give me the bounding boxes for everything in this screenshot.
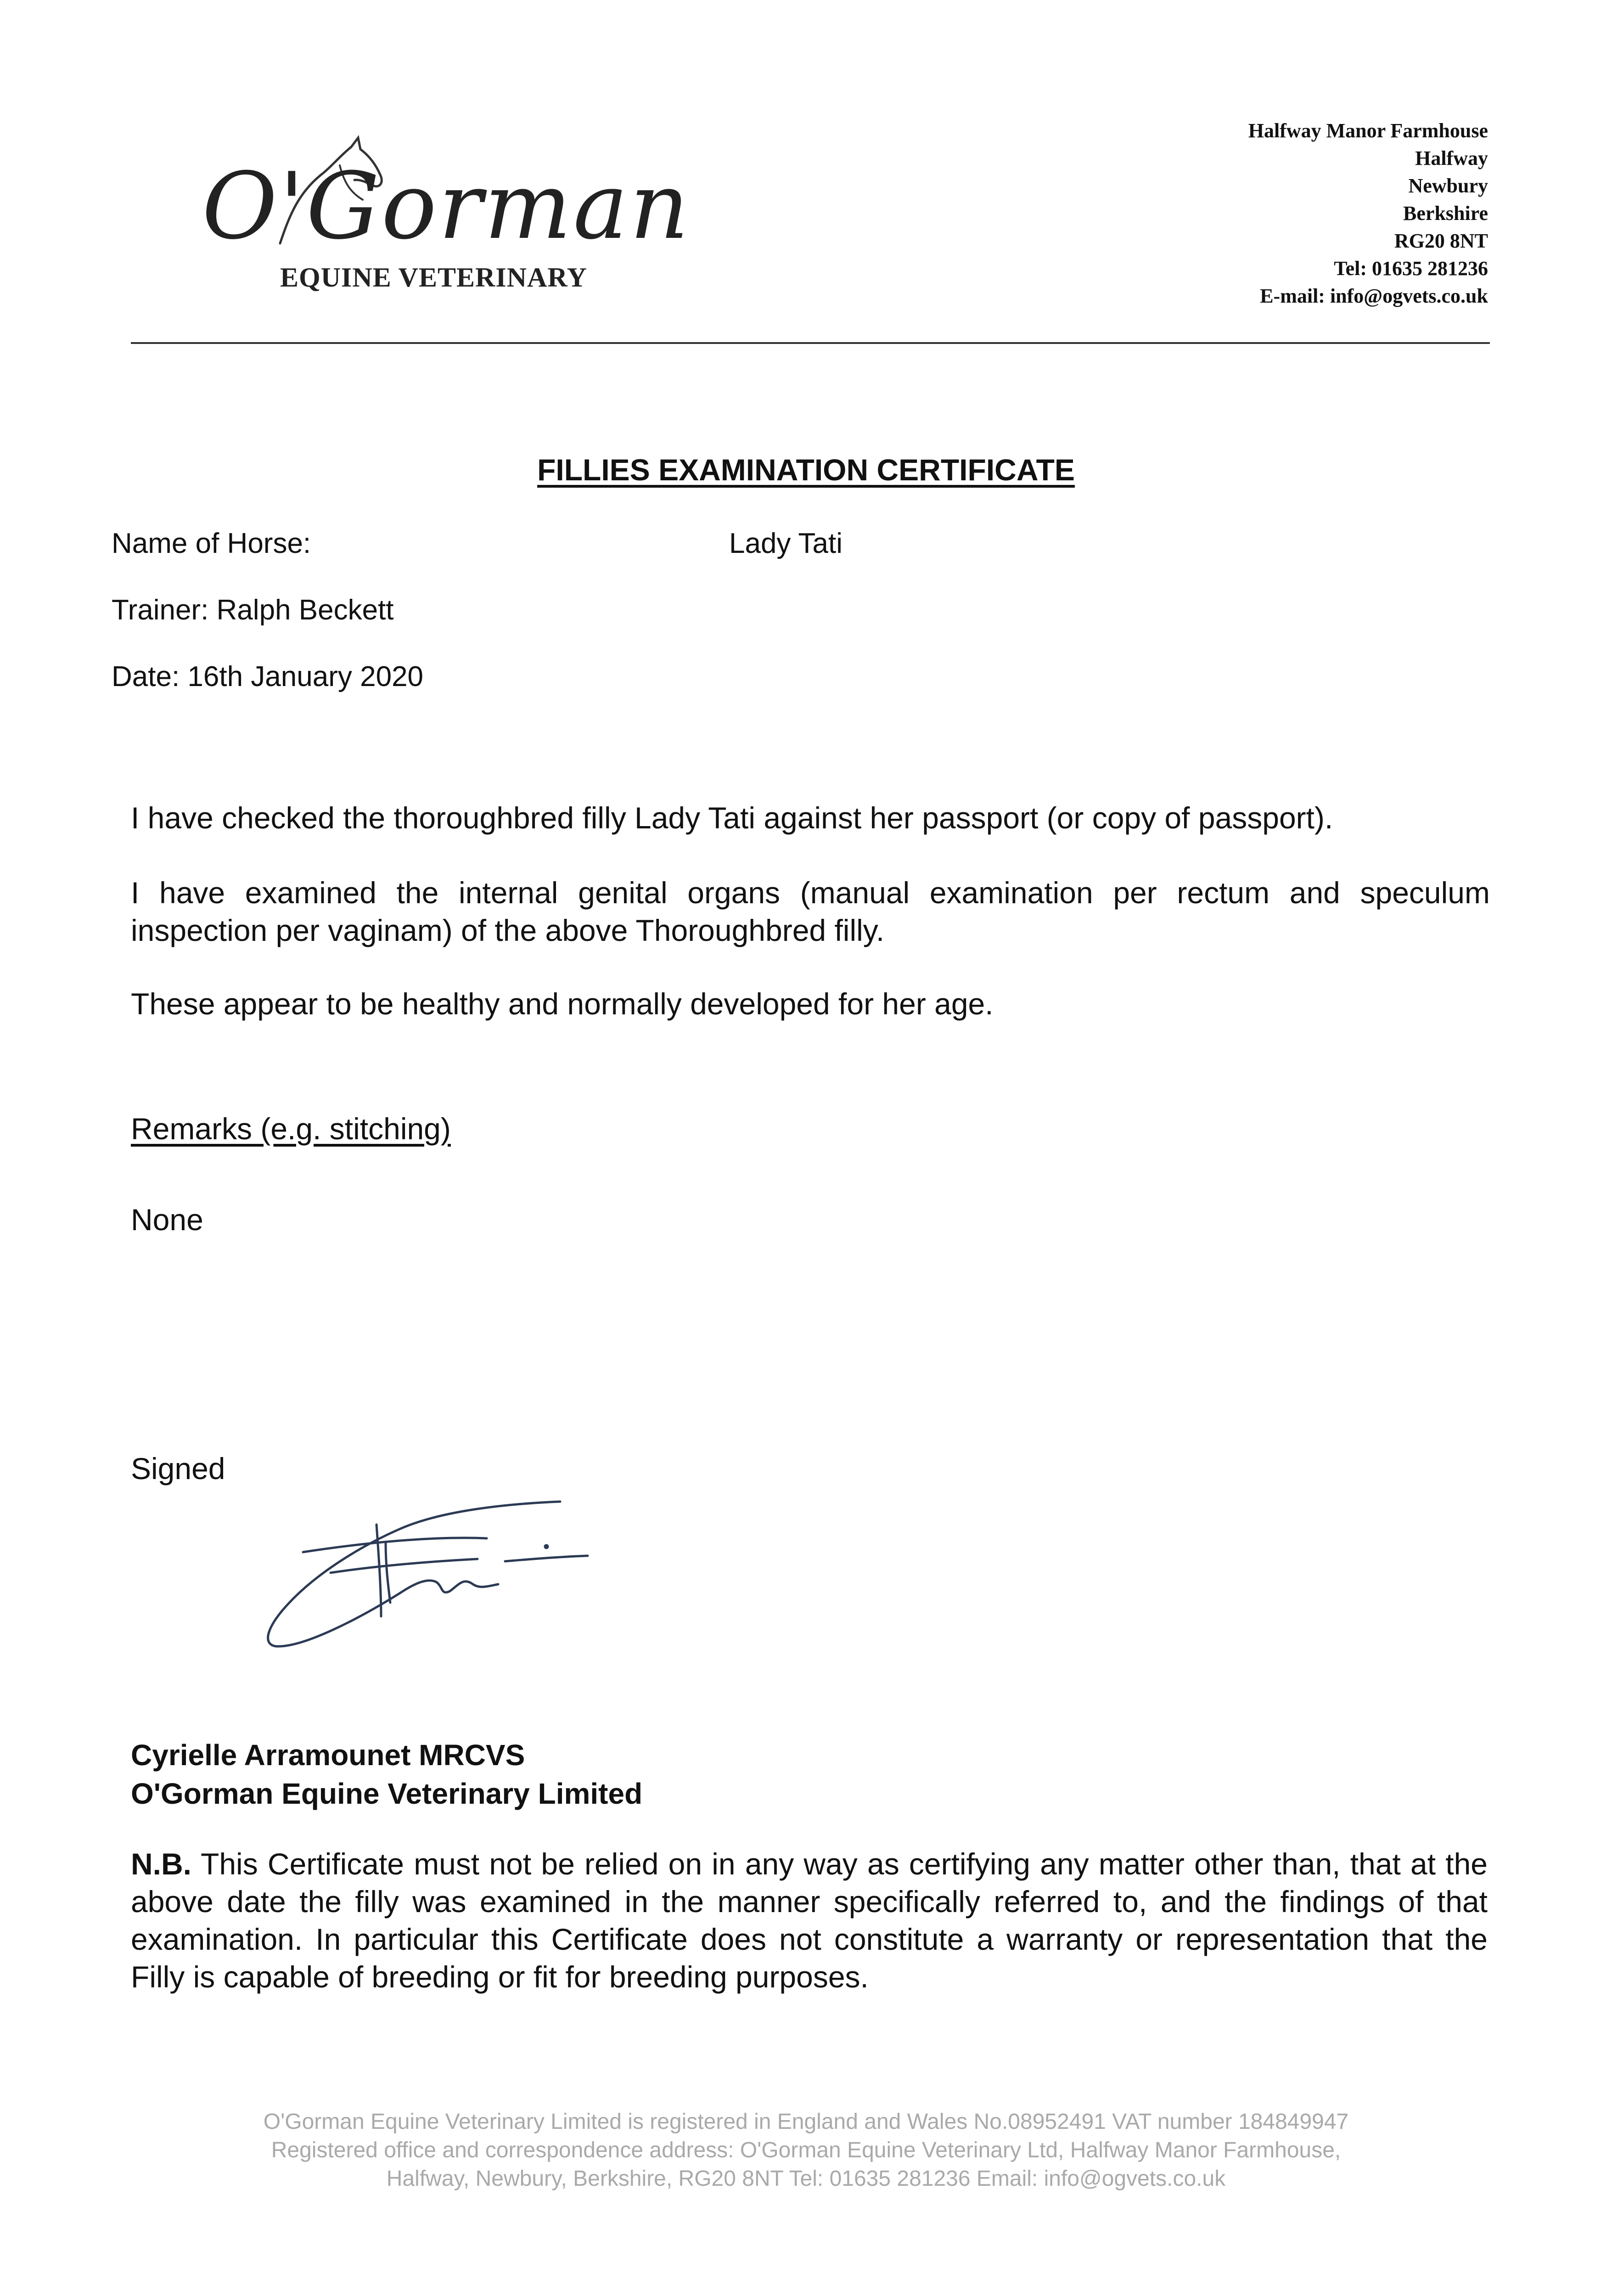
address-line: Berkshire	[1403, 202, 1488, 225]
logo-subtitle: EQUINE VETERINARY	[280, 262, 587, 293]
signer-company: O'Gorman Equine Veterinary Limited	[131, 1777, 643, 1810]
address-line: Halfway Manor Farmhouse	[1248, 119, 1488, 142]
remarks-label: Remarks (e.g. stitching)	[131, 1112, 451, 1146]
footer-registration-line: O'Gorman Equine Veterinary Limited is registered in England and Wales No.08952491 VAT number 184849947	[263, 2110, 1349, 2134]
address-email: E-mail: info@ogvets.co.uk	[1260, 285, 1488, 307]
disclaimer-text: This Certificate must not be relied on in any way as certifying any matter other than, that at the above date the filly was examined in the manner specifically referred to, and the findings of that examination. In particular this Certificate does not constitute a warranty or representation that the Filly is capable of breeding or fit for breeding purposes.	[131, 1847, 1488, 1994]
footer-contact-line: Halfway, Newbury, Berkshire, RG20 8NT Tel: 01635 281236 Email: info@ogvets.co.uk	[386, 2167, 1226, 2191]
address-line: RG20 8NT	[1394, 230, 1488, 252]
address-line: Halfway	[1415, 147, 1488, 169]
logo-wordmark: O'Gorman	[202, 153, 691, 260]
page-footer	[0, 2108, 1612, 2193]
page-title: FILLIES EXAMINATION CERTIFICATE	[537, 453, 1075, 487]
practice-address	[1248, 117, 1488, 310]
date-field: Date: 16th January 2020	[112, 661, 424, 692]
trainer-field: Trainer: Ralph Beckett	[112, 594, 394, 626]
horse-name-label: Name of Horse:	[112, 528, 311, 559]
signed-label: Signed	[131, 1452, 225, 1486]
signature-image	[248, 1492, 597, 1658]
address-line: Newbury	[1408, 174, 1488, 197]
footer-address-line: Registered office and correspondence address: O'Gorman Equine Veterinary Ltd, Halfway Manor Farmhouse,	[271, 2138, 1341, 2162]
horse-name-value: Lady Tati	[729, 528, 843, 559]
signer-name: Cyrielle Arramounet MRCVS	[131, 1739, 525, 1772]
findings-paragraph: These appear to be healthy and normally developed for her age.	[131, 987, 994, 1021]
header-divider	[131, 342, 1490, 344]
remarks-value: None	[131, 1203, 203, 1237]
disclaimer-prefix: N.B.	[131, 1847, 191, 1881]
address-phone: Tel: 01635 281236	[1334, 257, 1488, 280]
company-logo	[202, 124, 691, 298]
disclaimer-notice	[131, 1845, 1488, 1996]
examination-paragraph: I have examined the internal genital organs (manual examination per rectum and speculum inspection per vaginam) of the above Thoroughbred filly.	[131, 876, 1490, 947]
passport-check-paragraph: I have checked the thoroughbred filly Lady Tati against her passport (or copy of passport).	[131, 801, 1333, 835]
